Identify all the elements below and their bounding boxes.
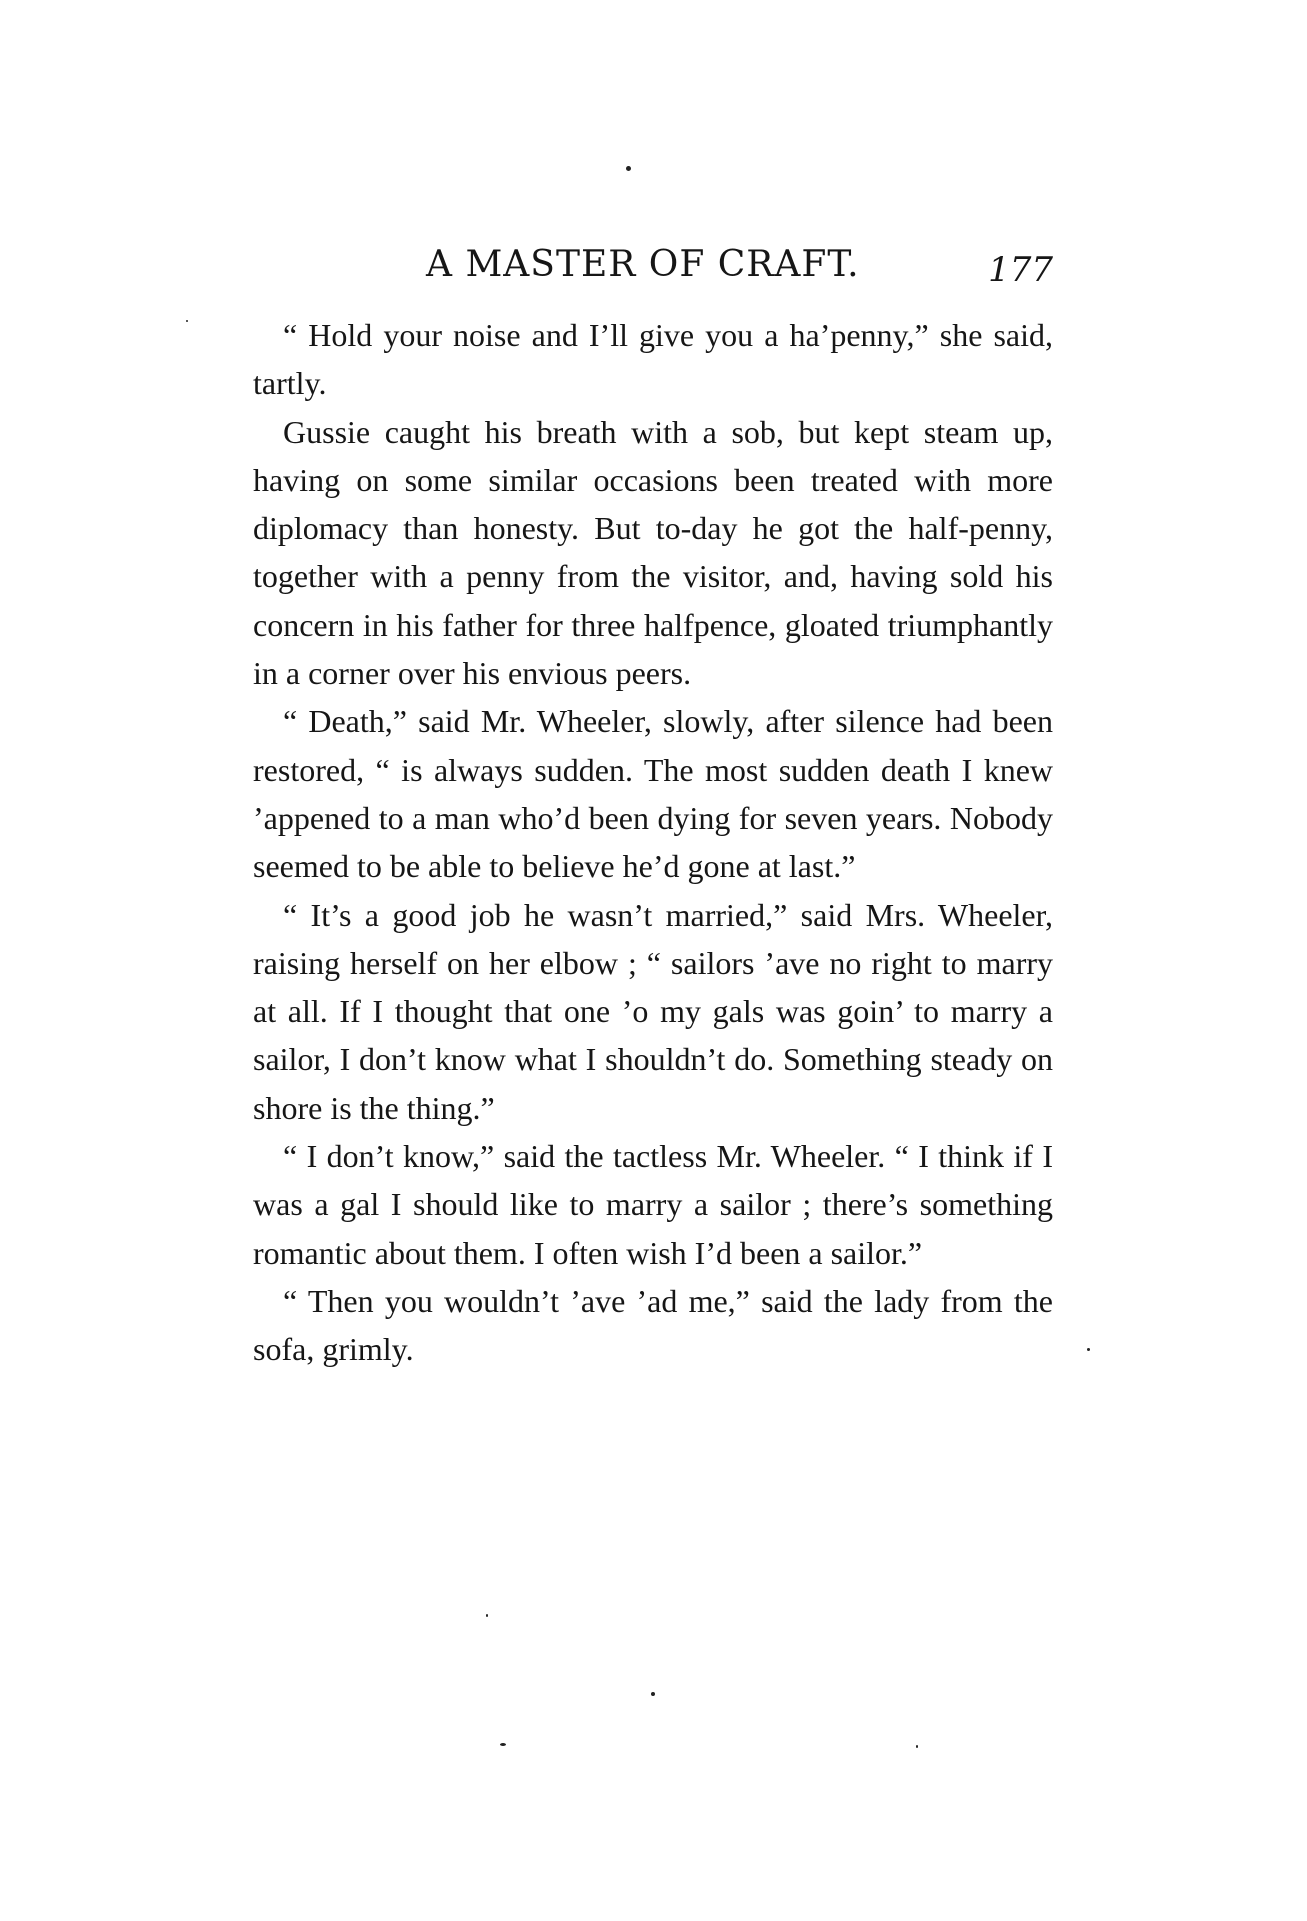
ink-speck: [486, 1614, 488, 1617]
paragraph: “ Hold your noise and I’ll give you a ha’penny,” she said, tartly.: [253, 317, 1053, 402]
paragraph: “ Then you wouldn’t ’ave ’ad me,” said the lady from the sofa, grimly.: [253, 1282, 1053, 1368]
ink-speck: [500, 1743, 506, 1746]
body-text: [253, 311, 1053, 1374]
ink-speck: [186, 320, 188, 322]
ink-speck: [651, 1692, 655, 1696]
paragraph: “ I don’t know,” said the tactless Mr. Wheeler. “ I think if I was a gal I should like to marry a sailor ; there’s something romantic about them. I often wish I’d been a sailor.”: [253, 1138, 1053, 1271]
running-head: [253, 244, 1053, 294]
page-number: 177: [988, 250, 1053, 290]
ink-speck: [1087, 1348, 1090, 1351]
paragraph: “ It’s a good job he wasn’t married,” said Mrs. Wheeler, raising herself on her elbow ; “ sailors ’ave no right to marry at all. If I thought that one ’o my gals was goin’ to marry a sailor, I don’t know what I shouldn’t do. Something steady on shore is the thing.”: [253, 896, 1053, 1126]
paragraph: “ Death,” said Mr. Wheeler, slowly, after silence had been restored, “ is always sudden. The most sudden death I knew ’appened to a man who’d been dying for seven years. Nobody seemed to be able to believe he’d gone at last.”: [253, 703, 1053, 885]
paragraph: Gussie caught his breath with a sob, but kept steam up, having on some similar occasions been treated with more diplomacy than honesty. But to-day he got the half-penny, together with a penny from the visitor, and, having sold his concern in his father for three halfpence, gloated triumphantly in a corner over his envious peers.: [253, 413, 1053, 692]
running-title: A MASTER OF CRAFT.: [426, 244, 860, 285]
ink-speck: [626, 166, 631, 171]
ink-speck: [916, 1745, 918, 1748]
